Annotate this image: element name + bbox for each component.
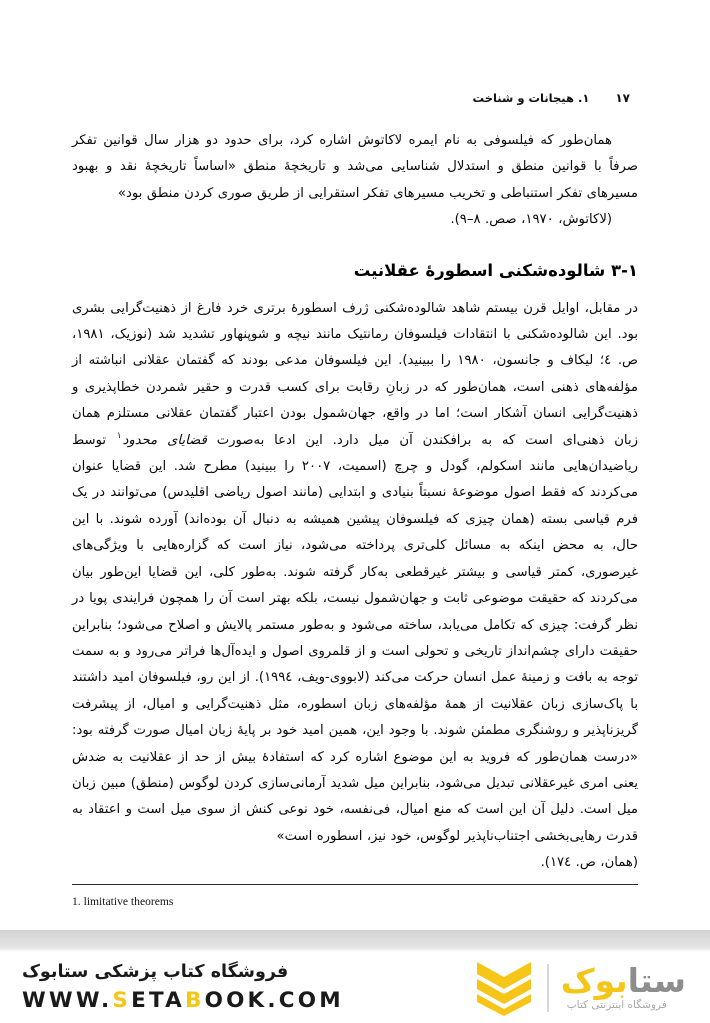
footer-brand-text <box>22 961 344 1014</box>
italic-term-limitative-theorems: قضایای محدود <box>122 432 207 448</box>
page-number: ۱۷ <box>615 91 630 105</box>
url-letter-b: B <box>185 988 205 1013</box>
brand-name-seta: ستا <box>627 960 686 1000</box>
paragraph-deconstruction-text-b: توسط ریاضیدان‌هایی مانند اسکولم، گودل و چرچ (اسمیت، ۲۰۰۷ را ببینید) مطرح شد. این قضایا عنوان می‌کردند که فقط اصول موضوعهٔ نسبتاً بنیادی و ابتدایی (مانند اصول ریاضی اقلیدس) می‌توانند در یک فرم قیاسی بسته (همان چیزی که فیلسوفان پیشین همیشه به دنبال آن بوده‌اند) آورده شوند. با این حال، به محض اینکه به مسائل کلی‌تری پرداخته می‌شود، نیاز است که گزاره‌هایی با ویژگی‌های غیرصوری، کمتر قیاسی و بیشتر غیرقطعی به‌کار گرفته شوند. به‌طور کلی، این قضایا این‌طور بیان می‌کردند که حقیقت موضوعی ثابت و جهان‌شمول نیست، بلکه بهتر است آن را همچون فرایندی پویا در نظر گرفت: چیزی که تکامل می‌یابد، ساخته می‌شود و به‌طور مستمر پالایش و اصلاح می‌شود؛ بنابراین حقیقت دارای چشم‌انداز تاریخی و تحولی است و از قلمروی اصول و ایده‌آل‌ها فراتر می‌رود و به سمت توجه به بافت و زمینهٔ عمل انسان حرکت می‌کند (لابووی-ویف، ۱۹۹٤). از این رو، فیلسوفان امید داشتند با پاک‌سازی زبان عقلانیت از همهٔ مؤلفه‌های زبان اسطوره، مثل ذهنیت‌گرایی و امیال، از پیشرفت گریزناپذیر و روشنگری مطمئن شوند. با وجود این، همین امید خود بر پایهٔ زبان امیال صورت گرفته بود: «درست همان‌طور که فروید به این موضوع اشاره کرد که استفادهٔ بیش از حد از عقلانیت به ضدش یعنی امری غیرعقلانی تبدیل می‌شود، بنابراین میل شدید آرمانی‌سازی کردن لوگوس (منطق) مبین زبان میل است. دلیل آن این است که منع امیال، فی‌نفسه، خود نوعی کنش از سوی میل است و اعتقاد به قدرت رهایی‌بخشی اجتناب‌ناپذیر لوگوس، خود نیز، اسطوره است» <box>72 432 639 844</box>
footer-banner <box>0 930 710 1023</box>
footer-gradient-strip <box>0 930 710 952</box>
url-eta: ETA <box>131 988 185 1013</box>
url-ook-com: OOK.COM <box>204 988 344 1013</box>
section-heading: ۳-۱ شالوده‌شکنی اسطورهٔ عقلانیت <box>353 260 638 280</box>
brand-wordmark <box>560 960 686 1012</box>
paragraph-lakatos-text: همان‌طور که فیلسوفی به نام ایمره لاکاتوش اشاره کرد، برای حدود دو هزار سال قوانین تفکر صرفاً با قوانین منطق و استدلال شناسایی می‌شد و تاریخچهٔ منطق «اساساً تاریخچهٔ نقد و بهبود مسیرهای تفکر استنباطی و تخریب مسیرهای تفکر استقرایی از طریق صوری کردن منطق بود» <box>72 133 638 201</box>
brand-tagline: فروشگاه اینترنتی کتاب <box>566 998 667 1011</box>
running-header <box>80 88 630 108</box>
paragraph-deconstruction-citation: (همان، ص. ۱۷٤). <box>540 855 638 871</box>
brand-name-book: بوک <box>560 960 628 1000</box>
chevron-stack-icon <box>473 959 535 1017</box>
footnote-separator-rule <box>72 884 638 885</box>
footnote-marker-1: ۱ <box>116 431 122 442</box>
footer-content <box>0 952 710 1023</box>
url-www: WWW. <box>22 988 113 1013</box>
paragraph-deconstruction <box>72 296 638 877</box>
footer-website-url[interactable] <box>22 988 344 1014</box>
chapter-title: ۱. هیجانات و شناخت <box>472 91 590 105</box>
paragraph-deconstruction-text-a: در مقابل، اوایل قرن بیستم شاهد شالوده‌شکنی ژرف اسطورهٔ برتری خرد فارغ از ذهنیت‌گرایی بشری بود. این شالوده‌شکنی با انتقادات فیلسوفان رمانتیک مانند نیچه و شوپنهاور تشدید شد (نوزیک، ۱۹۸۱، ص. ٤؛ لیکاف و جانسون، ۱۹۸۰ را ببینید). این فیلسوفان مدعی بودند که گفتمان عقلانی انباشته از مؤلفه‌های ذهنی است، همان‌طور که در زبانِ رقابت برای کسب قدرت و حقیر شمردن خطاپذیری و ذهنیت‌گرایی انسان آشکار است؛ اما در واقع، جهان‌شمول بودن اعتبار گفتمان عقلانی مستلزم همان زبان ذهنی‌ای است که به برافکندن آن میل دارد. این ادعا به‌صورت <box>72 300 638 448</box>
paragraph-lakatos <box>72 128 638 234</box>
logo-divider <box>547 964 549 1012</box>
body-text-block <box>72 128 638 877</box>
footnote-item: 1. limitative theorems <box>72 895 174 908</box>
footnote-zone <box>72 884 638 910</box>
paragraph-lakatos-citation: (لاکاتوش، ۱۹۷۰، صص. ۸–۹). <box>450 212 612 228</box>
setabook-logo[interactable] <box>473 957 686 1019</box>
url-letter-s: S <box>112 988 132 1013</box>
brand-name <box>560 960 686 1000</box>
footer-shop-name: فروشگاه کتاب پزشکی ستابوک <box>22 962 289 982</box>
